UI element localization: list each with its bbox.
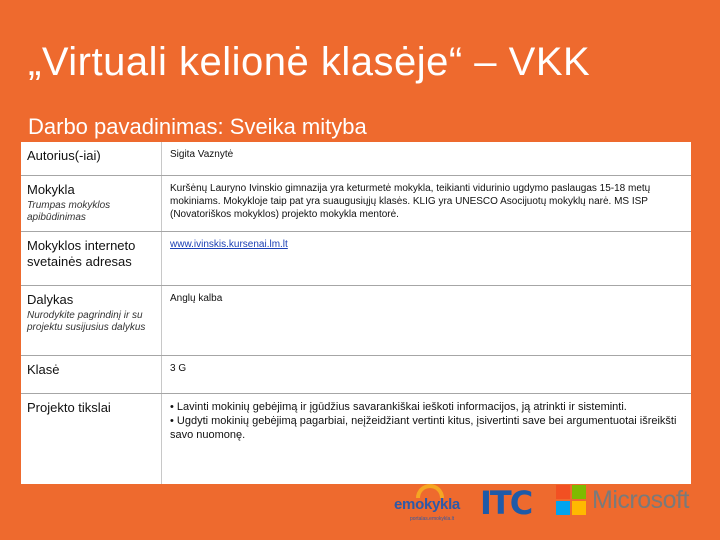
table-row-website	[21, 232, 691, 286]
goal-item: • Lavinti mokinių gebėjimą ir įgūdžius savarankiškai ieškoti informacijos, ją atrinkti ir sisteminti.	[170, 401, 627, 413]
row-label: Mokykla	[27, 182, 75, 197]
row-label: Dalykas	[27, 292, 74, 307]
itc-logo: ITC	[480, 484, 532, 522]
table-row-author	[21, 142, 691, 176]
row-label: Mokyklos interneto svetainės adresas	[27, 238, 136, 269]
row-label: Projekto tikslai	[27, 400, 111, 415]
row-value: Sigita Vaznytė	[170, 149, 234, 160]
slide-title: „Virtuali kelionė klasėje“ – VKK	[28, 40, 591, 84]
microsoft-grid-icon	[556, 485, 586, 515]
table-row-subject	[21, 286, 691, 356]
table-row-school	[21, 176, 691, 232]
logo-strip	[380, 482, 710, 532]
row-label: Klasė	[27, 362, 60, 377]
table-row-goals	[21, 394, 691, 484]
emokykla-tagline: portalas.emokykla.lt	[410, 516, 455, 522]
goal-item: • Ugdyti mokinių gebėjimą pagarbiai, neįžeidžiant vertinti kitus, įsivertinti save bei argumentuotai išreikšti savo nuomonę.	[170, 415, 677, 441]
row-label: Autorius(-iai)	[27, 148, 101, 163]
row-value: Kuršėnų Lauryno Ivinskio gimnazija yra keturmetė mokykla, teikianti vidurinio ugdymo paslaugas 15-18 metų mokiniams. Mokykloje taip pat yra suaugusiųjų klasės. KLIG yra UNESCO Asocijuotų mokyklų narė. MS ISP (Novatoriškos mokyklos) projekto mokykla mentorė.	[170, 183, 651, 220]
school-website-link[interactable]: www.ivinskis.kursenai.lm.lt	[170, 239, 288, 250]
row-sublabel: Trumpas mokyklos apibūdinimas	[27, 200, 111, 223]
microsoft-wordmark: Microsoft	[592, 486, 689, 514]
row-value: 3 G	[170, 363, 187, 374]
slide-subtitle: Darbo pavadinimas: Sveika mityba	[28, 114, 367, 139]
row-value: Anglų kalba	[170, 293, 223, 304]
emokykla-wordmark: emokykla	[394, 496, 460, 513]
info-table	[21, 142, 691, 484]
row-sublabel: Nurodykite pagrindinį ir su projektu susijusius dalykus	[27, 310, 146, 333]
emokykla-logo	[390, 482, 470, 526]
table-row-class	[21, 356, 691, 394]
